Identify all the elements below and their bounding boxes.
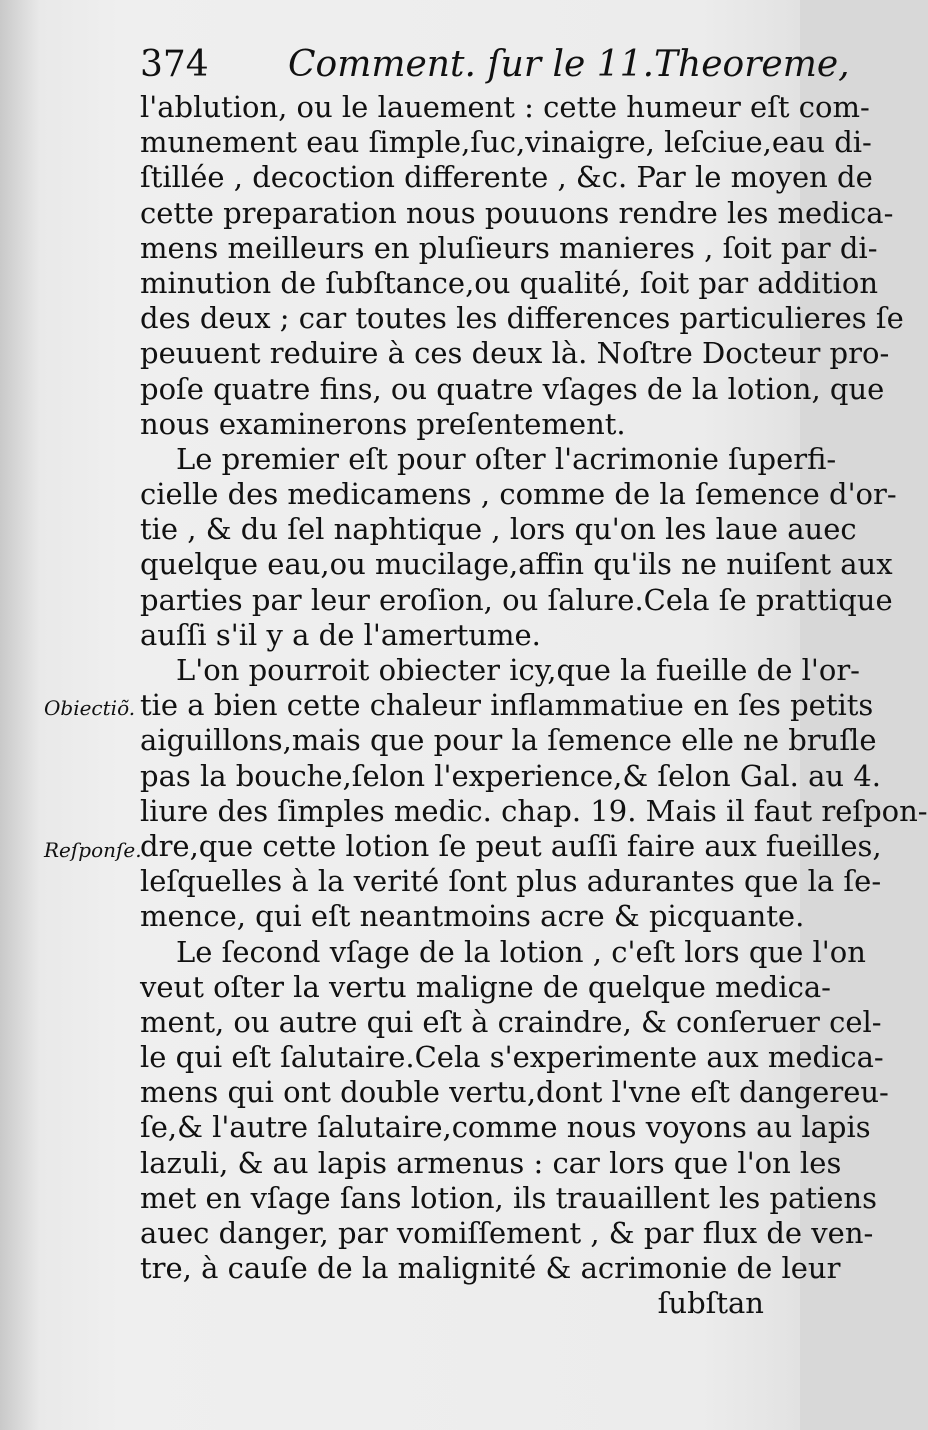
text-line: auec danger, par vomiſſement , & par flux de ven- xyxy=(140,1216,874,1250)
margin-note-objection: Obiectiõ. xyxy=(44,696,136,720)
text-line: Le ſecond vſage de la lotion , c'eſt lors que l'on xyxy=(176,934,866,969)
text-line: tie a bien cette chaleur inflammatiue en ſes petits xyxy=(140,688,874,723)
text-line: parties par leur eroſion, ou ſalure.Cela ſe prattique xyxy=(140,582,893,617)
text-line: tie , & du ſel naphtique , lors qu'on les laue auec xyxy=(140,512,857,547)
text-line: peuuent reduire à ces deux là. Noſtre Docteur pro- xyxy=(140,336,890,371)
text-line: pas la bouche,ſelon l'experience,& ſelon Gal. au 4. xyxy=(140,758,881,793)
text-line: mens qui ont double vertu,dont l'vne eſt dangereu- xyxy=(140,1075,889,1110)
text-line: l'ablution, ou le lauement : cette humeur eſt com- xyxy=(140,90,870,124)
text-line: dre,que cette lotion ſe peut auſſi faire aux fueilles, xyxy=(140,828,882,863)
body-text xyxy=(140,90,928,1322)
text-line: aiguillons,mais que pour la ſemence elle ne bruſle xyxy=(140,723,877,758)
text-line: poſe quatre fins, ou quatre vſages de la lotion, que xyxy=(140,371,885,406)
text-line: nous examinerons preſentement. xyxy=(140,406,626,441)
margin-note-response: Reſponſe. xyxy=(44,838,142,862)
text-line: ment, ou autre qui eſt à craindre, & conſeruer cel- xyxy=(140,1004,882,1039)
running-title: Comment. ſur le 11.Theoreme, xyxy=(288,44,850,85)
text-line: minution de ſubſtance,ou qualité, ſoit par addition xyxy=(140,265,879,300)
text-line: tre, à cauſe de la malignité & acrimonie de leur xyxy=(140,1251,841,1286)
text-line: le qui eſt ſalutaire.Cela s'experimente aux medica- xyxy=(140,1040,884,1075)
text-line: des deux ; car toutes les differences particulieres ſe xyxy=(140,301,904,336)
text-line: mence, qui eſt neantmoins acre & picquante. xyxy=(140,899,805,934)
text-line: liure des ſimples medic. chap. 19. Mais il faut reſpon- xyxy=(140,793,928,828)
text-line: Le premier eſt pour oſter l'acrimonie ſuperfi- xyxy=(176,441,837,476)
text-line: ſtillée , decoction differente , &c. Par le moyen de xyxy=(140,160,873,195)
text-line: leſquelles à la verité ſont plus adurantes que la ſe- xyxy=(140,864,882,899)
text-line: auſſi s'il y a de l'amertume. xyxy=(140,617,541,652)
text-line: munement eau ſimple,ſuc,vinaigre, leſciue,eau di- xyxy=(140,125,872,160)
page-header xyxy=(140,40,850,90)
text-line: veut oſter la vertu maligne de quelque medica- xyxy=(140,969,831,1004)
text-line: met en vſage ſans lotion, ils trauaillent les patiens xyxy=(140,1180,877,1215)
text-line: L'on pourroit obiecter icy,que la fueille de l'or- xyxy=(176,653,860,687)
text-line: quelque eau,ou mucilage,affin qu'ils ne nuiſent aux xyxy=(140,547,893,582)
text-line: lazuli, & au lapis armenus : car lors que l'on les xyxy=(140,1145,842,1180)
catchword: ſubſtan xyxy=(657,1286,764,1321)
text-line: mens meilleurs en pluſieurs manieres , ſoit par di- xyxy=(140,230,878,265)
text-line: cielle des medicamens , comme de la ſemence d'or- xyxy=(140,477,897,512)
page-number: 374 xyxy=(140,44,209,85)
text-line: cette preparation nous pouuons rendre les medica- xyxy=(140,195,894,230)
text-line: ſe,& l'autre ſalutaire,comme nous voyons au lapis xyxy=(140,1110,871,1145)
